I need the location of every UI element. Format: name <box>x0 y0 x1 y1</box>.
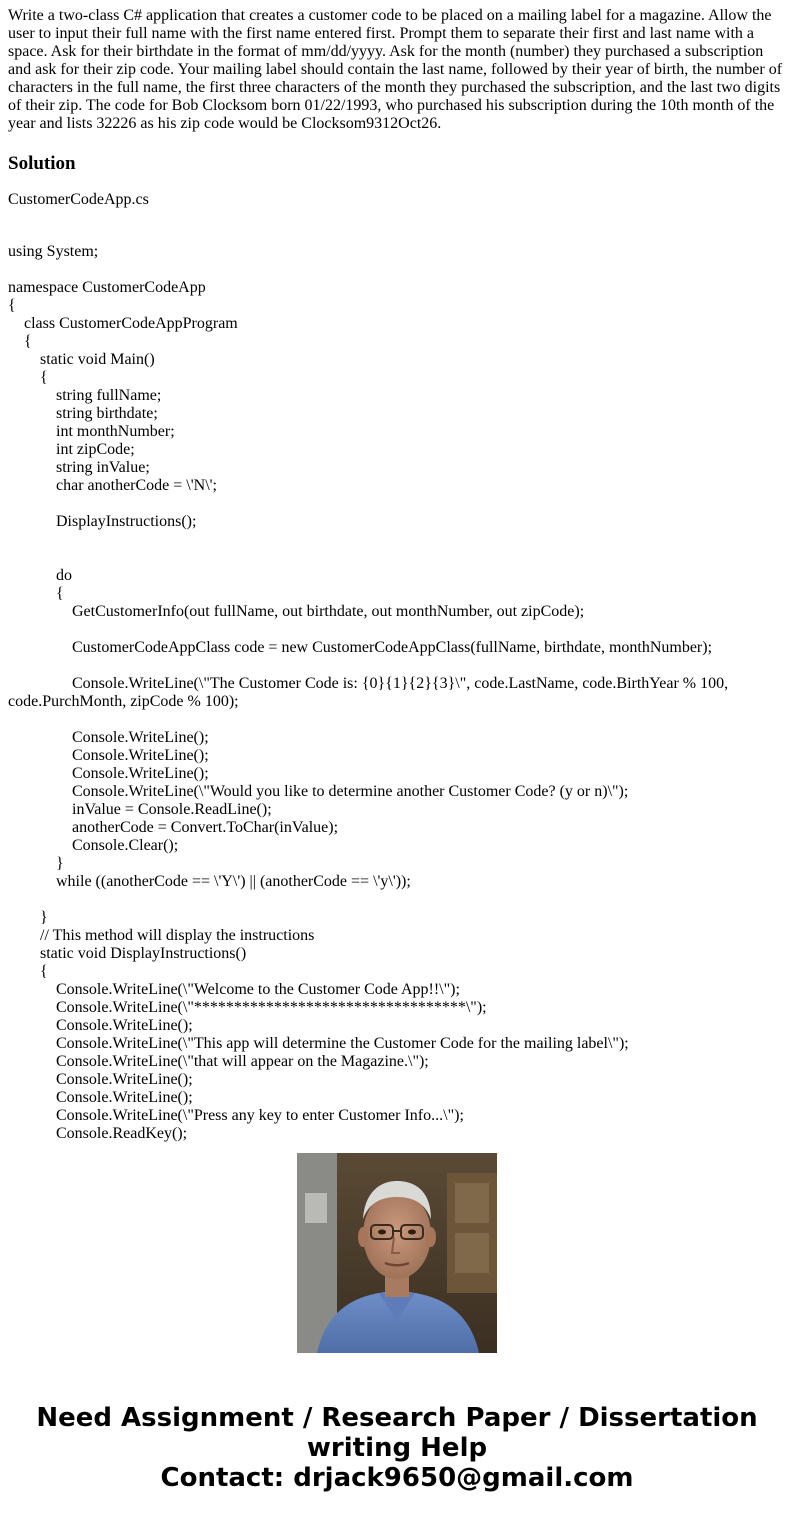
contact-footer <box>0 1403 794 1493</box>
footer-line-1: Need Assignment / Research Paper / Dissertation <box>36 1403 758 1433</box>
code-line: Console.WriteLine(); <box>8 1089 193 1106</box>
code-line: Console.WriteLine(\"The Customer Code is: {0}{1}{2}{3}\", code.LastName, code.BirthYear % 100, code.PurchMonth, zipCode % 100); <box>8 675 733 710</box>
code-line: { <box>8 585 64 602</box>
code-line <box>8 711 786 729</box>
code-line: Console.WriteLine(); <box>8 765 209 782</box>
solution-heading: Solution <box>8 153 76 174</box>
code-line: { <box>8 333 32 350</box>
code-line: Console.Clear(); <box>8 837 179 854</box>
code-line: Console.WriteLine(\"Welcome to the Customer Code App!!\"); <box>8 981 460 998</box>
code-line <box>8 261 786 279</box>
code-line: } <box>8 909 48 926</box>
code-line: int monthNumber; <box>8 423 175 440</box>
author-portrait-image <box>297 1153 497 1353</box>
code-line: DisplayInstructions(); <box>8 513 197 530</box>
code-line: Console.WriteLine(); <box>8 729 209 746</box>
code-line: GetCustomerInfo(out fullName, out birthdate, out monthNumber, out zipCode); <box>8 603 585 620</box>
code-line: Console.WriteLine(\"This app will determine the Customer Code for the mailing label\"); <box>8 1035 629 1052</box>
code-line: CustomerCodeAppClass code = new CustomerCodeAppClass(fullName, birthdate, monthNumber); <box>8 639 713 656</box>
footer-line-2: writing Help <box>306 1433 488 1463</box>
code-line: // This method will display the instructions <box>8 927 315 944</box>
code-line: { <box>8 297 16 314</box>
code-line: Console.ReadKey(); <box>8 1125 188 1142</box>
code-line: using System; <box>8 243 99 260</box>
code-line <box>8 891 786 909</box>
code-line <box>8 621 786 639</box>
code-line: string birthdate; <box>8 405 158 422</box>
code-filename: CustomerCodeApp.cs <box>8 191 149 208</box>
question-text: Write a two-class C# application that creates a customer code to be placed on a mailing label for a magazine. Allow the user to input their full name with the first name entered first. Prompt them to separate their first and last name with a space. Ask for their birthdate in the format of mm/dd/yyyy. Ask for the month (number) they purchased a subscription and ask for their zip code. Your mailing label should contain the last name, followed by their year of birth, the number of characters in the full name, the first three characters of the month they purchased the subscription, and the last two digits of their zip. The code for Bob Clocksom born 01/22/1993, who purchased his subscription during the 10th month of the year and lists 32226 as his zip code would be Clocksom9312Oct26. <box>8 7 783 132</box>
footer-contact-line: Contact: drjack9650@gmail.com <box>160 1463 634 1493</box>
code-line <box>8 657 786 675</box>
code-line: Console.WriteLine(\"Press any key to enter Customer Info...\"); <box>8 1107 464 1124</box>
code-line: Console.WriteLine(\"that will appear on the Magazine.\"); <box>8 1053 429 1070</box>
code-line: static void DisplayInstructions() <box>8 945 247 962</box>
code-line: class CustomerCodeAppProgram <box>8 315 238 332</box>
author-photo <box>297 1153 497 1353</box>
code-line: Console.WriteLine(); <box>8 1017 193 1034</box>
code-line: } <box>8 855 64 872</box>
document-page <box>8 7 786 1142</box>
code-line: char anotherCode = \'N\'; <box>8 477 217 494</box>
code-line: Console.WriteLine(\"**********************************\"); <box>8 999 487 1016</box>
code-line: Console.WriteLine(); <box>8 747 209 764</box>
code-line: do <box>8 567 72 584</box>
code-line: { <box>8 963 48 980</box>
code-line: namespace CustomerCodeApp <box>8 279 206 296</box>
code-line: while ((anotherCode == \'Y\') || (anotherCode == \'y\')); <box>8 873 411 890</box>
code-line: int zipCode; <box>8 441 135 458</box>
code-line: string inValue; <box>8 459 150 476</box>
code-line <box>8 549 786 567</box>
code-line: Console.WriteLine(); <box>8 1071 193 1088</box>
code-line: { <box>8 369 48 386</box>
code-line <box>8 495 786 513</box>
code-line: string fullName; <box>8 387 162 404</box>
code-block <box>8 243 786 1142</box>
code-line: static void Main() <box>8 351 155 368</box>
code-line: inValue = Console.ReadLine(); <box>8 801 272 818</box>
code-line: Console.WriteLine(\"Would you like to determine another Customer Code? (y or n)\"); <box>8 783 629 800</box>
code-line <box>8 531 786 549</box>
code-line: anotherCode = Convert.ToChar(inValue); <box>8 819 339 836</box>
